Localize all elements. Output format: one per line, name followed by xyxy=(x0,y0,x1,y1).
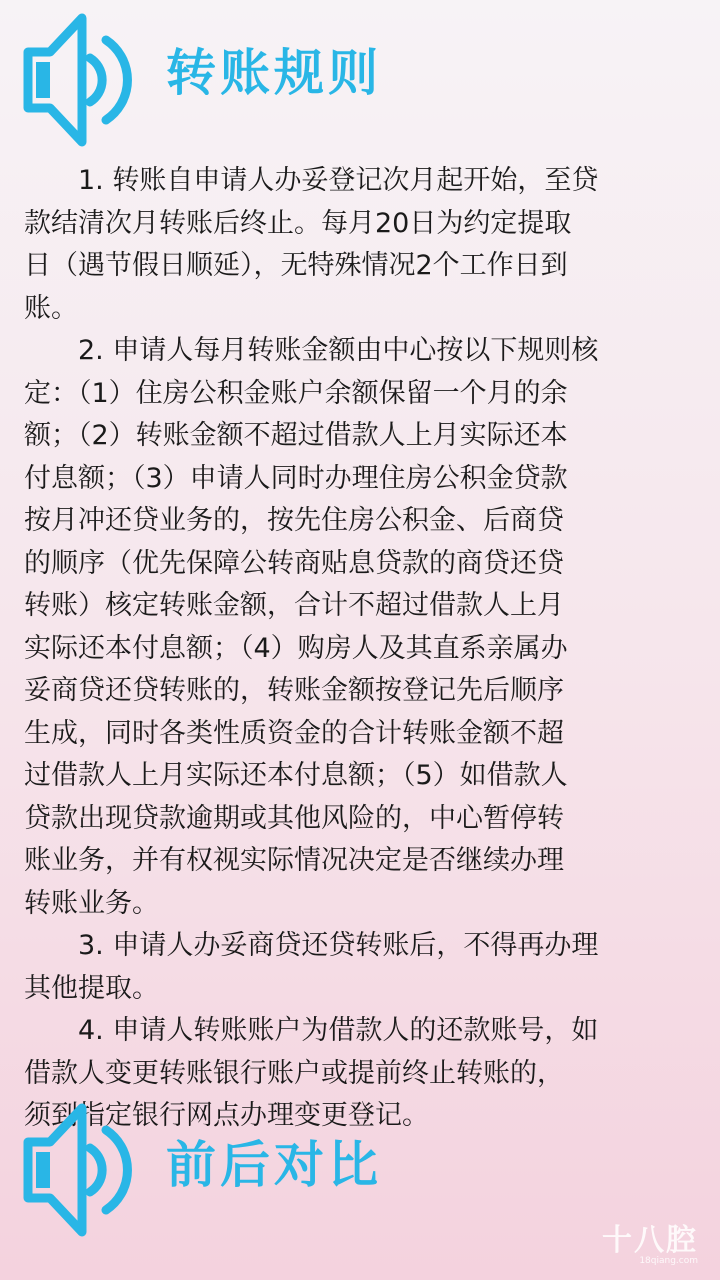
rule-paragraph-4: 4. 申请人转账账户为借款人的还款账号，如 借款人变更转账银行账户或提前终止转账的， 须到指定银行网点办理变更登记。 xyxy=(24,1015,599,1131)
watermark-main: 十八腔 xyxy=(602,1223,698,1258)
watermark-sub: 18qiang.com xyxy=(639,1256,698,1266)
rule-paragraph-1: 1. 转账自申请人办妥登记次月起开始，至贷 款结清次月转账后终止。每月20日为约定提取 日（遇节假日顺延），无特殊情况2个工作日到 账。 xyxy=(24,165,599,324)
section-title: 转账规则 xyxy=(166,44,382,102)
rule-paragraph-3: 3. 申请人办妥商贷还贷转账后，不得再办理 其他提取。 xyxy=(24,930,599,1004)
section-header-comparison xyxy=(20,1100,700,1240)
rule-paragraph-2: 2. 申请人每月转账金额由中心按以下规则核 定：（1）住房公积金账户余额保留一个月的余 额；（2）转账金额不超过借款人上月实际还本 付息额；（3）申请人同时办理住房公积金贷款 按月冲还贷业务的，按先住房公积金、后商贷 的顺序（优先保障公转商贴息贷款的商贷还贷 转账）核定转账金额，合计不超过借款人上月 实际还本付息额；（4）购房人及其直系亲属办 妥商贷还贷转账的，转账金额按登记先后顺序 生成，同时各类性质资金的合计转账金额不超 过借款人上月实际还本付息额；（5）如借款人 贷款出现贷款逾期或其他风险的，中心暂停转 账业务，并有权视实际情况决定是否继续办理 转账业务。 xyxy=(24,335,599,919)
section-header-rules xyxy=(20,10,700,150)
section-title: 前后对比 xyxy=(166,1136,382,1194)
rules-body xyxy=(24,160,700,1138)
speaker-icon xyxy=(20,1100,150,1240)
speaker-icon xyxy=(20,10,150,150)
watermark-logo xyxy=(602,1223,698,1266)
